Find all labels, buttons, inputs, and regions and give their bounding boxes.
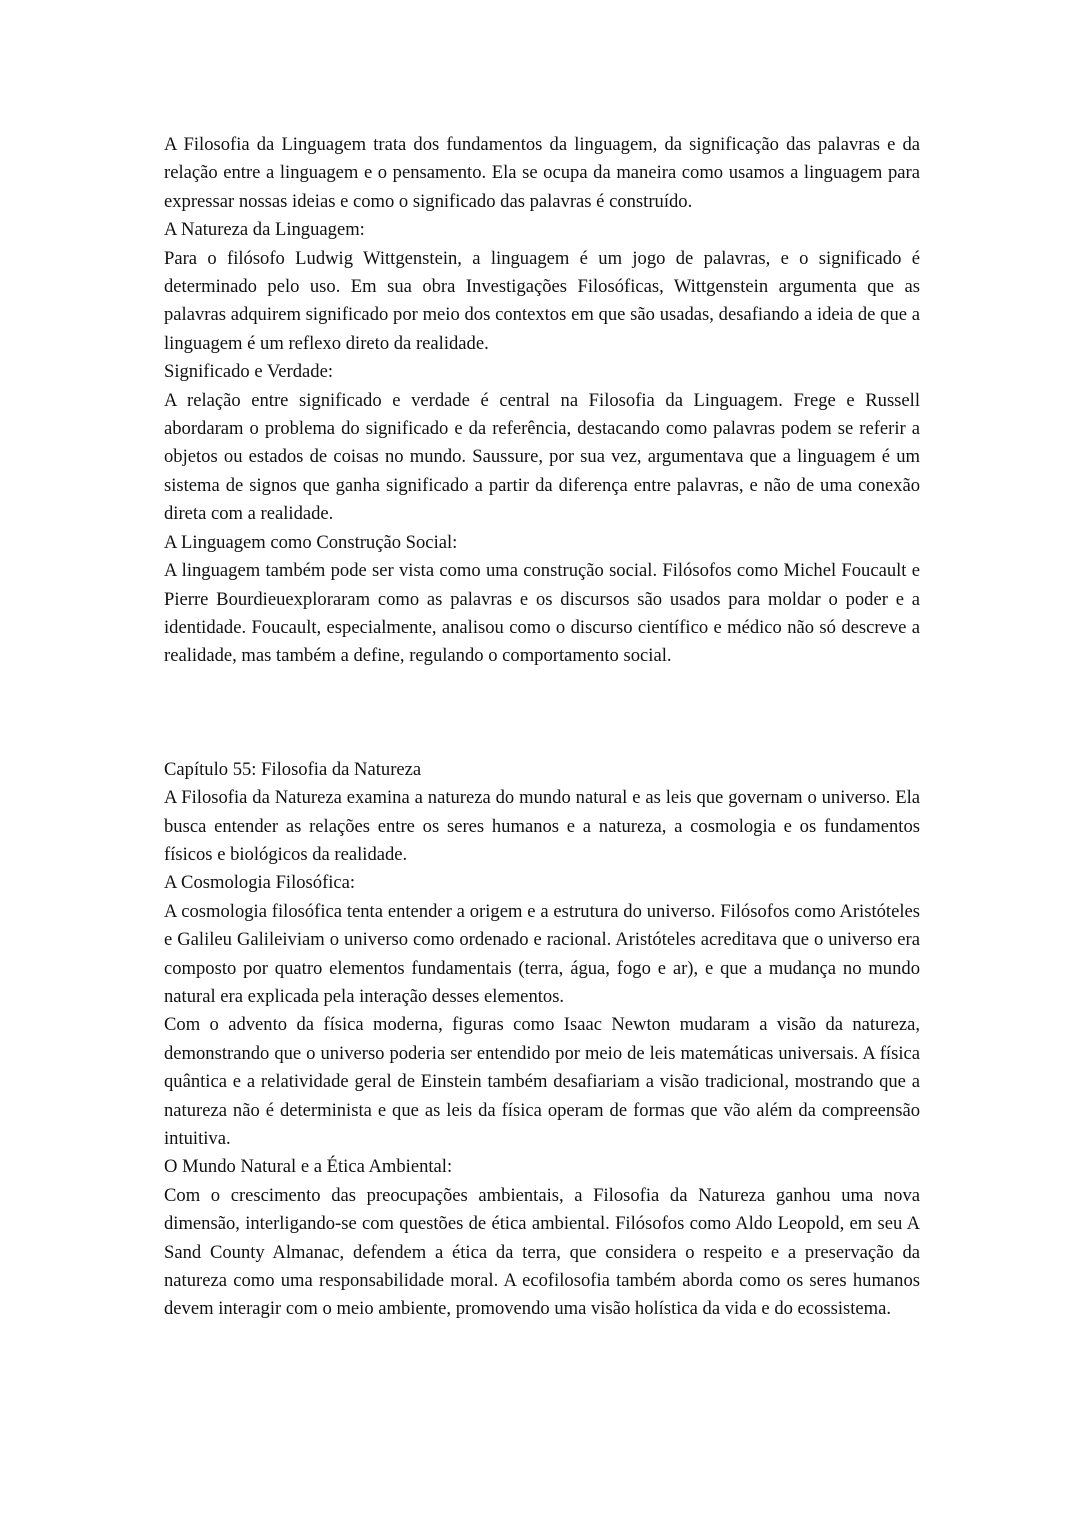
section-filosofia-natureza — [164, 756, 920, 1324]
heading-construcao-social: A Linguagem como Construção Social: — [164, 531, 458, 553]
paragraph-etica-ambiental: Com o crescimento das preocupações ambientais, a Filosofia da Natureza ganhou uma nova dimensão, interligando-se com questões de ética ambiental. Filósofos como Aldo Leopold, em seu A Sand County Almanac, defendem a ética da terra, que considera o respeito e a preservação da natureza como uma responsabilidade moral. A ecofilosofia também aborda como os seres humanos devem interagir com o meio ambiente, promovendo uma visão holística da vida e do ecossistema. — [164, 1184, 920, 1320]
heading-natureza-linguagem: A Natureza da Linguagem: — [164, 219, 365, 241]
section-filosofia-linguagem — [164, 131, 920, 671]
paragraph-fisica-moderna: Com o advento da física moderna, figuras como Isaac Newton mudaram a visão da natureza, demonstrando que o universo poderia ser entendido por meio de leis matemáticas universais. A física quântica e a relatividade geral de Einstein também desafiariam a visão tradicional, mostrando que a natureza não é determinista e que as leis da física operam de formas que vão além da compreensão intuitiva. — [164, 1014, 920, 1149]
document-page — [164, 131, 920, 1324]
heading-etica-ambiental: O Mundo Natural e a Ética Ambiental: — [164, 1156, 453, 1178]
intro-paragraph: A Filosofia da Natureza examina a natureza do mundo natural e as leis que governam o universo. Ela busca entender as relações entre os seres humanos e a natureza, a cosmologia e os fundamentos físicos e biológicos da realidade. — [164, 787, 920, 865]
intro-paragraph: A Filosofia da Linguagem trata dos fundamentos da linguagem, da significação das palavras e da relação entre a linguagem e o pensamento. Ela se ocupa da maneira como usamos a linguagem para expressar nossas ideias e como o significado das palavras é construído. — [164, 134, 920, 212]
chapter-title: Capítulo 55: Filosofia da Natureza — [164, 758, 422, 780]
section-spacer — [164, 671, 920, 756]
heading-significado-verdade: Significado e Verdade: — [164, 361, 334, 383]
heading-cosmologia-filosofica: A Cosmologia Filosófica: — [164, 872, 356, 894]
paragraph-cosmologia-filosofica: A cosmologia filosófica tenta entender a origem e a estrutura do universo. Filósofos como Aristóteles e Galileu Galileiviam o universo como ordenado e racional. Aristóteles acreditava que o universo era composto por quatro elementos fundamentais (terra, água, fogo e ar), e que a mudança no mundo natural era explicada pela interação desses elementos. — [164, 900, 920, 1007]
paragraph-construcao-social: A linguagem também pode ser vista como uma construção social. Filósofos como Michel Foucault e Pierre Bourdieuexploraram como as palavras e os discursos são usados para moldar o poder e a identidade. Foucault, especialmente, analisou como o discurso científico e médico não só descreve a realidade, mas também a define, regulando o comportamento social. — [164, 560, 920, 667]
paragraph-natureza-linguagem: Para o filósofo Ludwig Wittgenstein, a linguagem é um jogo de palavras, e o significado é determinado pelo uso. Em sua obra Investigações Filosóficas, Wittgenstein argumenta que as palavras adquirem significado por meio dos contextos em que são usadas, desafiando a ideia de que a linguagem é um reflexo direto da realidade. — [164, 247, 920, 354]
paragraph-significado-verdade: A relação entre significado e verdade é central na Filosofia da Linguagem. Frege e Russell abordaram o problema do significado e da referência, destacando como palavras podem se referir a objetos ou estados de coisas no mundo. Saussure, por sua vez, argumentava que a linguagem é um sistema de signos que ganha significado a partir da diferença entre palavras, e não de uma conexão direta com a realidade. — [164, 389, 920, 525]
